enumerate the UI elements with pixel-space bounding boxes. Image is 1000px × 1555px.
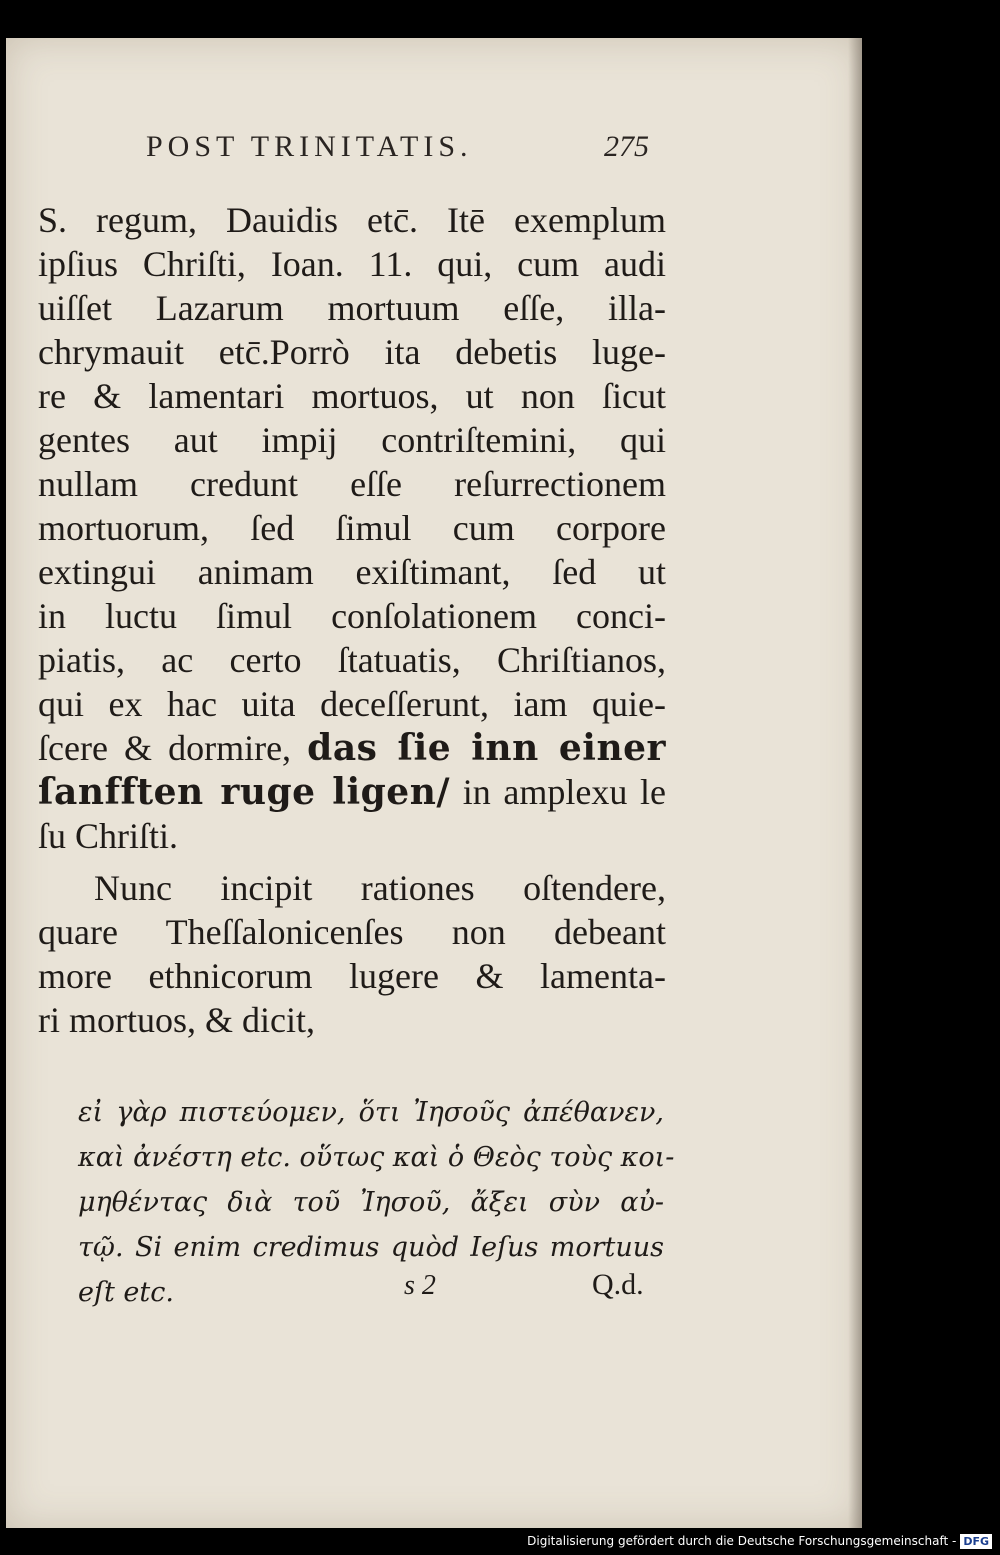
signature-mark: s 2 <box>404 1270 436 1301</box>
digitization-credit <box>527 1531 992 1551</box>
catchword: Q.d. <box>592 1268 644 1301</box>
book-page <box>6 38 862 1528</box>
text-line: nullam credunt eſſe reſurrectionem <box>38 464 666 504</box>
text-line: piatis, ac certo ſtatuatis, Chriſtianos, <box>38 640 666 680</box>
quote-line: καὶ ἀνέστη etc. οὕτως καὶ ὁ Θεὸς τοὺς κοι- <box>78 1142 675 1173</box>
text-line: ri mortuos, & dicit, <box>38 1000 315 1040</box>
greek-quotation <box>78 1090 675 1315</box>
text-line: S. regum, Dauidis etc̄. Itē exemplum <box>38 200 666 240</box>
credit-text: Digitalisierung gefördert durch die Deutsche Forschungsgemeinschaft - <box>527 1534 957 1548</box>
text-line-mixed <box>38 726 666 770</box>
quote-line: μηθέντας διὰ τοῦ Ἰησοῦ, ἄξει σὺν αὐ- <box>78 1187 664 1218</box>
text-line: extingui animam exiſtimant, ſed ut <box>38 552 666 592</box>
text-line: mortuorum, ſed ſimul cum corpore <box>38 508 666 548</box>
text-line: qui ex hac uita deceſſerunt, iam quie- <box>38 684 666 724</box>
text-line: quare Theſſalonicenſes non debeant <box>38 912 666 952</box>
dfg-logo: DFG <box>960 1534 992 1549</box>
text-line: uiſſet Lazarum mortuum eſſe, illa- <box>38 288 666 328</box>
quote-line: eſt etc. <box>78 1277 174 1308</box>
text-line: in luctu ſimul conſolationem conci- <box>38 596 666 636</box>
text-line: gentes aut impij contriſtemini, qui <box>38 420 666 460</box>
german-segment: das ſie inn einer <box>307 727 666 769</box>
text-line: re & lamentari mortuos, ut non ſicut <box>38 376 666 416</box>
paragraph-start-line: Nunc incipit rationes oſtendere, <box>94 868 666 908</box>
quote-line: τῷ. Si enim credimus quòd Ieſus mortuus <box>78 1232 664 1263</box>
german-segment: ſanfften ruge ligen/ <box>38 771 451 813</box>
text-line-mixed <box>38 770 666 814</box>
text-line: ipſius Chriſti, Ioan. 11. qui, cum audi <box>38 244 666 284</box>
body-text <box>38 198 666 1042</box>
folio-number: 275 <box>604 130 649 163</box>
text-line: chrymauit etc̄.Porrò ita debetis luge- <box>38 332 666 372</box>
running-head: POST TRINITATIS. <box>146 130 473 163</box>
text-line: more ethnicorum lugere & lamenta- <box>38 956 666 996</box>
latin-segment: ſcere & dormire, <box>38 728 292 768</box>
text-line: ſu Chriſti. <box>38 816 179 856</box>
latin-segment: in amplexu le <box>462 772 666 812</box>
quote-line: εἰ γὰρ πιστεύομεν, ὅτι Ἰησοῦς ἀπέθανεν, <box>78 1097 664 1128</box>
